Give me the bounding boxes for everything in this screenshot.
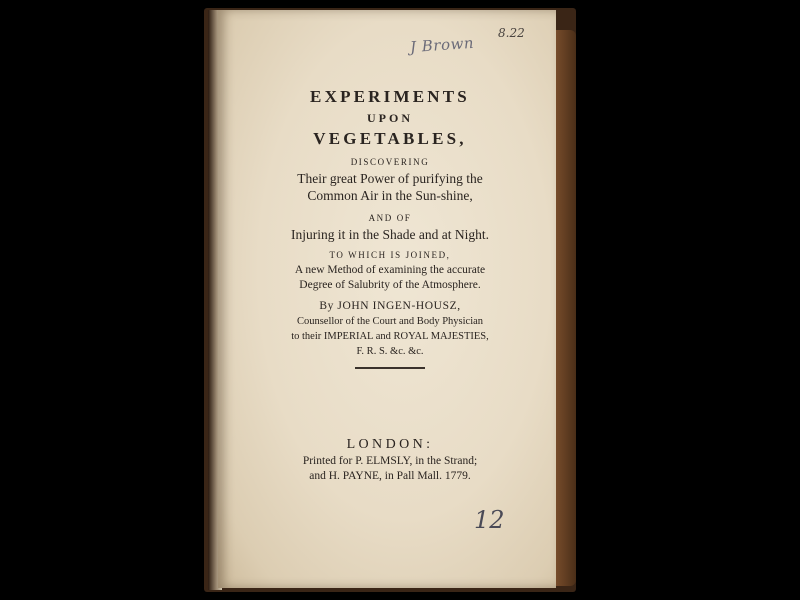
role-line-1: Counsellor of the Court and Body Physician: [296, 316, 484, 327]
printer-line-1: Printed for P. ELMSLY, in the Strand;: [302, 455, 478, 467]
power-line-2: Common Air in the Sun-shine,: [307, 188, 473, 203]
author-line: By JOHN INGEN-HOUSZ,: [319, 300, 461, 312]
title-line-2: UPON: [367, 111, 413, 125]
joined-label: TO WHICH IS JOINED,: [329, 250, 451, 260]
printer-line-2: and H. PAYNE, in Pall Mall. 1779.: [309, 470, 471, 482]
handwritten-page-number: 12: [474, 506, 505, 534]
method-line-2: Degree of Salubrity of the Atmosphere.: [299, 279, 481, 291]
method-line-1: A new Method of examining the accurate: [294, 264, 486, 276]
power-line-1: Their great Power of purifying the: [297, 171, 483, 186]
title-block: [240, 86, 540, 369]
title-line-3: VEGETABLES,: [313, 129, 467, 148]
role-line-3: F. R. S. &c. &c.: [356, 346, 424, 357]
handwritten-signature: J Brown: [409, 33, 475, 57]
imprint-block: [240, 436, 540, 484]
divider-rule: [355, 367, 425, 369]
handwritten-shelf-ref: 8.22: [498, 26, 525, 40]
role-line-2: to their IMPERIAL and ROYAL MAJESTIES,: [291, 331, 489, 342]
and-of-label: AND OF: [368, 213, 412, 223]
discovering-label: DISCOVERING: [350, 157, 430, 167]
injuring-line: Injuring it in the Shade and at Night.: [291, 227, 489, 242]
title-line-1: EXPERIMENTS: [310, 87, 470, 106]
imprint-city: LONDON:: [346, 437, 434, 452]
